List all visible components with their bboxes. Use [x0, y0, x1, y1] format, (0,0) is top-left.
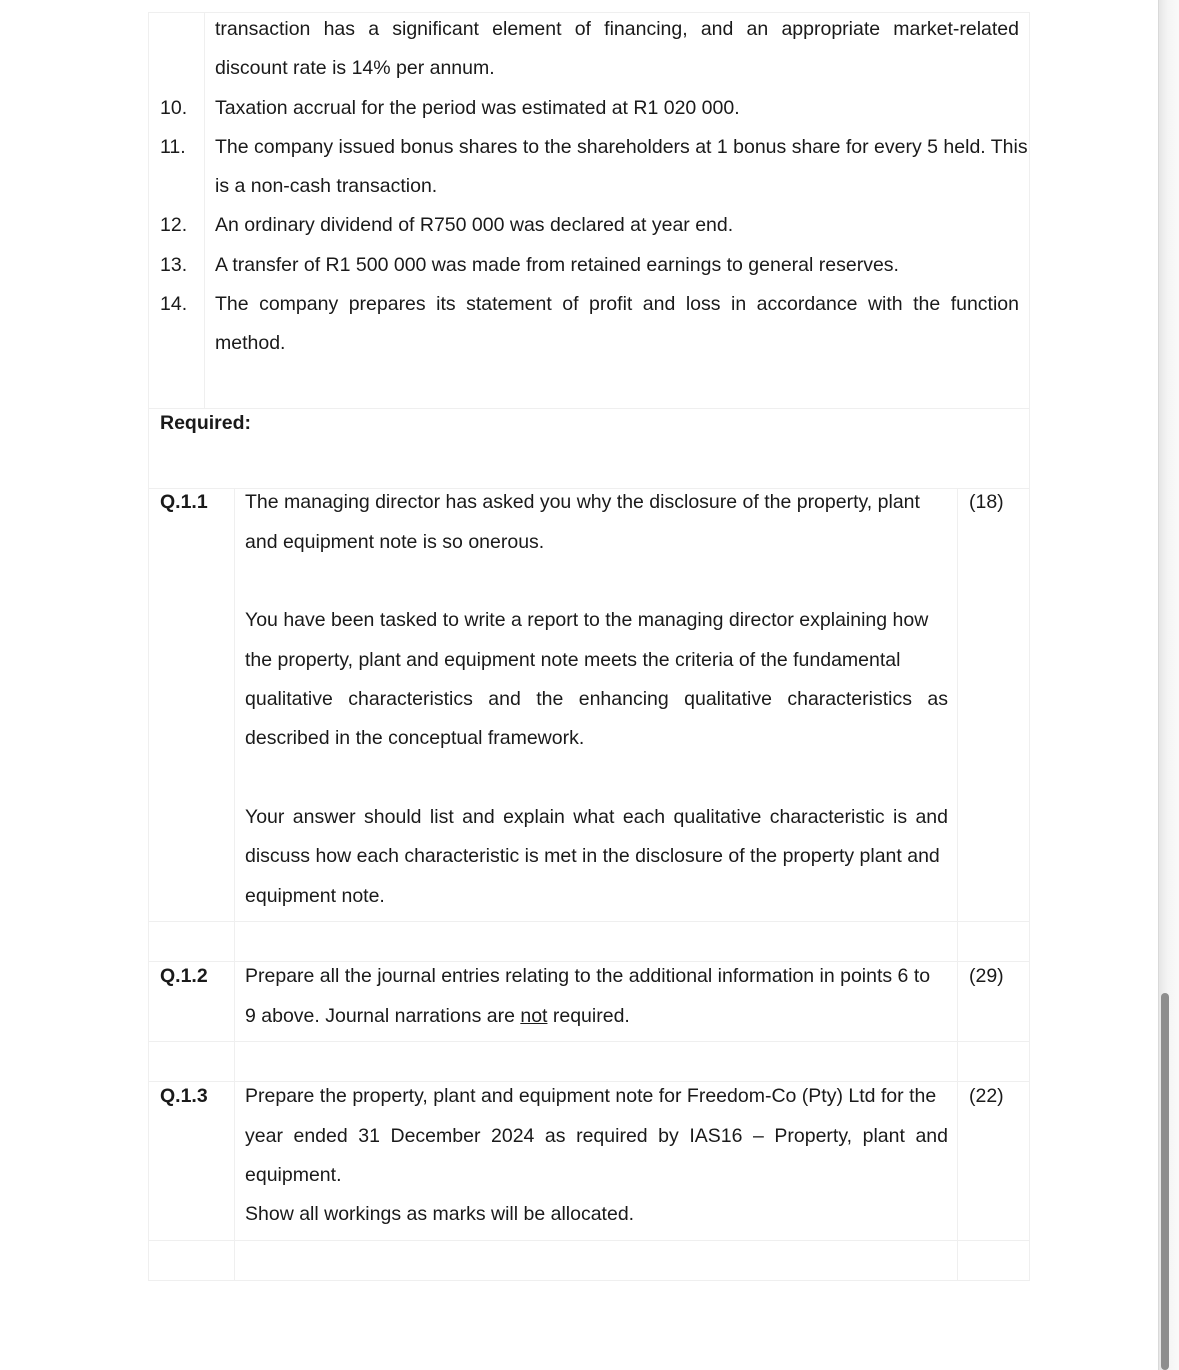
question-marks-q1-2: (29) — [969, 965, 1004, 987]
q1-1-paragraph2-line3: qualitative characteristics and the enhancing qualitative characteristics as — [245, 688, 948, 710]
item-10-text: Taxation accrual for the period was estimated at R1 020 000. — [215, 97, 740, 119]
question-marks-q1-3: (22) — [969, 1085, 1004, 1107]
table-border-inner-items — [204, 12, 205, 408]
item-number: 14. — [160, 293, 188, 315]
table-row-border — [148, 1041, 1030, 1042]
question-id-q1-3: Q.1.3 — [160, 1085, 208, 1107]
q1-2-underlined-not: not — [520, 1005, 548, 1027]
question-marks-q1-1: (18) — [969, 491, 1004, 513]
table-row-border — [148, 408, 1030, 409]
item-14-text-line1: The company prepares its statement of profit and loss in accordance with the function — [215, 293, 1019, 315]
q1-2-line2 — [245, 1004, 630, 1028]
item-12-text: An ordinary dividend of R750 000 was declared at year end. — [215, 214, 734, 236]
table-border-inner-marks — [957, 488, 958, 1280]
q1-1-paragraph1-line2: and equipment note is so onerous. — [245, 531, 545, 553]
q1-1-paragraph2-line4: described in the conceptual framework. — [245, 727, 585, 749]
item-9-text-line1: transaction has a significant element of financing, and an appropriate market-related — [215, 18, 1019, 40]
q1-3-line2: year ended 31 December 2024 as required by IAS16 – Property, plant and — [245, 1125, 948, 1147]
q1-1-paragraph1-line1: The managing director has asked you why the disclosure of the property, plant — [245, 491, 920, 513]
q1-1-paragraph3-line3: equipment note. — [245, 885, 385, 907]
q1-3-line4: Show all workings as marks will be allocated. — [245, 1203, 635, 1225]
table-row-border — [148, 961, 1030, 962]
table-row-border — [148, 1081, 1030, 1082]
table-row-border — [148, 488, 1030, 489]
q1-2-line1: Prepare all the journal entries relating to the additional information in points 6 to — [245, 965, 931, 987]
item-9-text-line2: discount rate is 14% per annum. — [215, 57, 495, 79]
table-border-right — [1029, 12, 1030, 1280]
q1-2-line2-before: 9 above. Journal narrations are — [245, 1005, 521, 1027]
vertical-scrollbar[interactable] — [1161, 993, 1169, 1370]
q1-1-paragraph3-line2: discuss how each characteristic is met in the disclosure of the property plant and — [245, 845, 940, 867]
q1-3-line3: equipment. — [245, 1164, 342, 1186]
question-id-q1-2: Q.1.2 — [160, 965, 208, 987]
item-number: 13. — [160, 254, 188, 276]
q1-2-line2-after: required. — [547, 1005, 630, 1027]
item-13-text: A transfer of R1 500 000 was made from retained earnings to general reserves. — [215, 254, 899, 276]
table-border-left — [148, 12, 149, 1280]
table-row-border — [148, 1280, 1030, 1281]
item-number: 11. — [160, 136, 186, 158]
item-number: 12. — [160, 214, 188, 236]
q1-1-paragraph3-line1: Your answer should list and explain what each qualitative characteristic is and — [245, 806, 948, 828]
table-border-inner-q — [234, 488, 235, 1280]
table-row-border — [148, 921, 1030, 922]
item-11-text-line2: is a non-cash transaction. — [215, 175, 438, 197]
q1-1-paragraph2-line2: the property, plant and equipment note meets the criteria of the fundamental — [245, 649, 901, 671]
table-row-border — [148, 1240, 1030, 1241]
item-11-text-line1: The company issued bonus shares to the shareholders at 1 bonus share for every 5 held. This — [215, 136, 1028, 158]
q1-3-line1: Prepare the property, plant and equipment note for Freedom-Co (Pty) Ltd for the — [245, 1085, 937, 1107]
question-id-q1-1: Q.1.1 — [160, 491, 208, 513]
required-heading: Required: — [160, 412, 252, 434]
q1-1-paragraph2-line1: You have been tasked to write a report to the managing director explaining how — [245, 609, 929, 631]
table-row-border — [148, 12, 1030, 13]
item-number: 10. — [160, 97, 188, 119]
item-14-text-line2: method. — [215, 332, 286, 354]
